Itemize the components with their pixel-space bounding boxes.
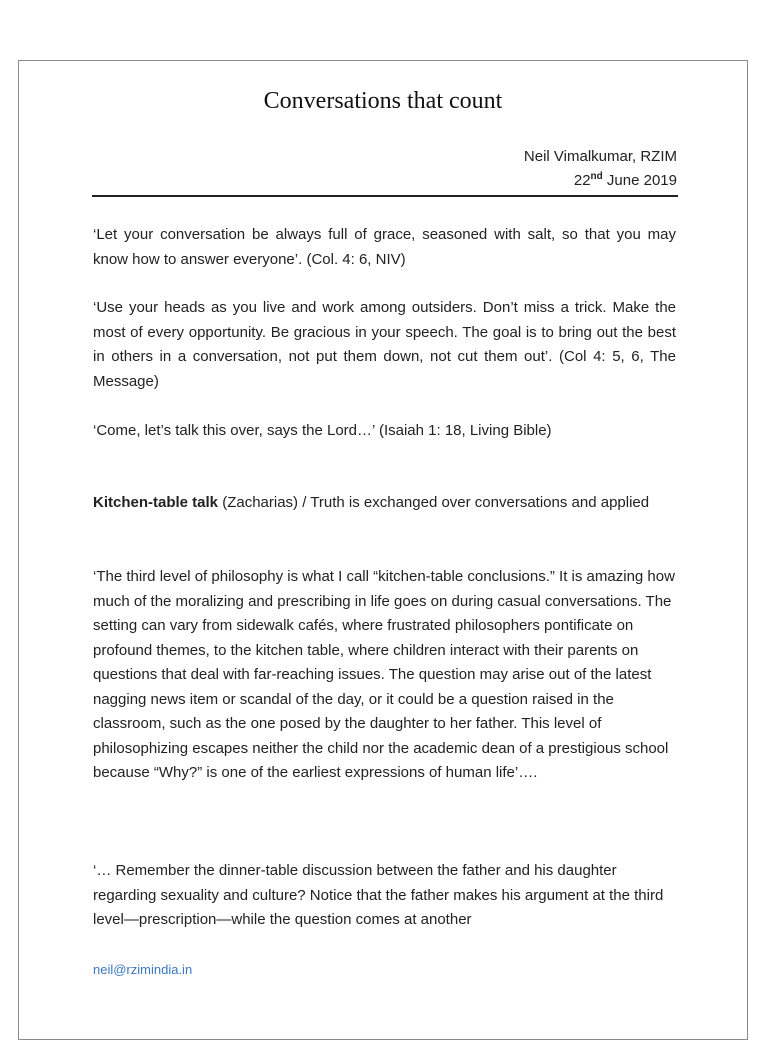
- author-line: Neil Vimalkumar, RZIM: [523, 148, 677, 165]
- document-title: Conversations that count: [263, 88, 503, 114]
- section-heading-line: [93, 491, 676, 516]
- date-suffix: nd: [590, 171, 603, 182]
- section-subtext: (Zacharias) / Truth is exchanged over conversations and applied: [218, 494, 650, 511]
- section-heading: Kitchen-table talk: [93, 494, 219, 511]
- scripture-quote-colossians-niv: ‘Let your conversation be always full of grace, seasoned with salt, so that you may know how to answer everyone’. (Col. 4: 6, NIV): [93, 226, 676, 268]
- date-day: 22: [573, 172, 591, 189]
- scripture-quote-colossians-message: ‘Use your heads as you live and work among outsiders. Don’t miss a trick. Make the most of every opportunity. Be gracious in your speech. The goal is to bring out the best in others in a conversation, not put them down, not cut them out’. (Col 4: 5, 6, The Message): [93, 299, 676, 390]
- body-paragraph-2: ‘… Remember the dinner-table discussion between the father and his daughter regarding sexuality and culture? Notice that the father makes his argument at the third level—prescription—while the question comes at another: [93, 862, 664, 928]
- body-paragraph-1: ‘The third level of philosophy is what I call “kitchen-table conclusions.” It is amazing how much of the moralizing and prescribing in life goes on during casual conversations. The setting can vary from sidewalk cafés, where frustrated philosophers pontificate on profound themes, to the kitchen table, where children interact with their parents on questions that deal with far-reaching issues. The question may arise out of the latest nagging news item or scandal of the day, or it could be a question raised in the classroom, such as the one posed by the daughter to her father. This level of philosophizing escapes neither the child nor the academic dean of a prestigious school because “Why?” is one of the earliest expressions of human life’….: [93, 568, 675, 781]
- header-divider: [92, 195, 678, 197]
- footer-email-link[interactable]: neil@rzimindia.in: [93, 962, 193, 977]
- date-month-year: June 2019: [602, 172, 677, 189]
- date-line: [277, 172, 677, 189]
- scripture-quote-isaiah: ‘Come, let’s talk this over, says the Lord…’ (Isaiah 1: 18, Living Bible): [93, 422, 552, 439]
